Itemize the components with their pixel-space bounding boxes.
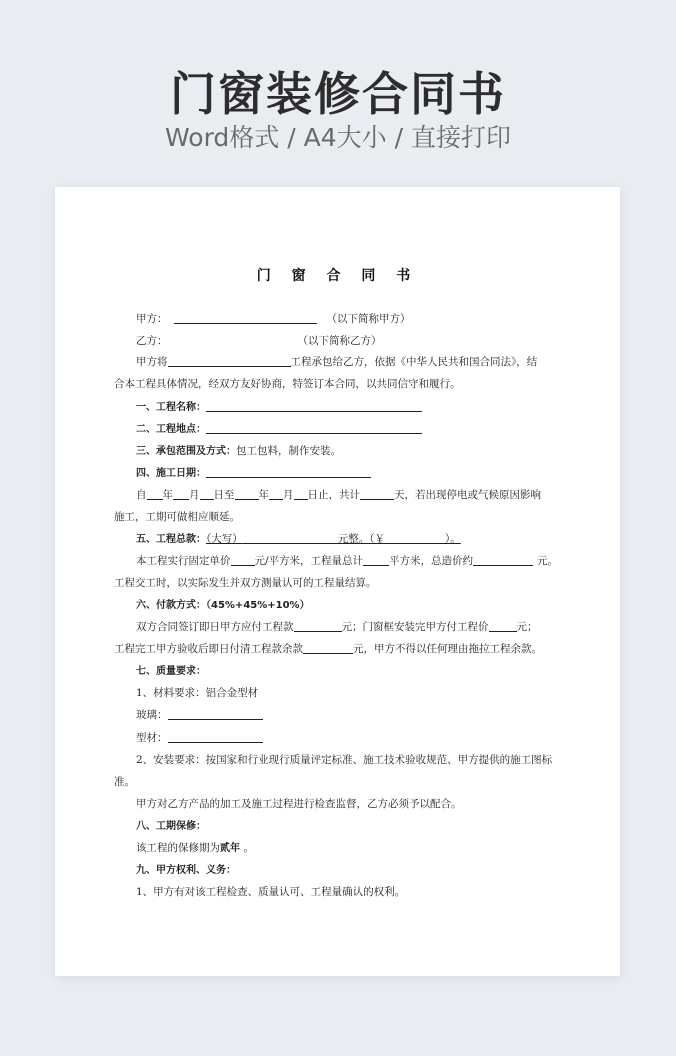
warranty-period: 贰年	[220, 843, 240, 854]
section-8	[55, 815, 620, 837]
profile-blank	[168, 728, 263, 743]
text: 自	[136, 489, 147, 501]
text: 工程完工甲方验收后即日付清工程款余款	[114, 643, 303, 655]
text: 。	[240, 842, 254, 854]
party-a-blank	[174, 309, 317, 324]
text: 天，若出现停电或气候原因影响	[394, 489, 541, 501]
blank	[294, 485, 308, 500]
intro-line-1	[55, 351, 620, 373]
text: 元/平方米，工程量总计	[254, 555, 364, 567]
warranty-line	[55, 837, 620, 859]
project-blank	[168, 352, 291, 367]
supervision-text: 甲方对乙方产品的加工及施工过程进行检查监督，乙方必须予以配合。	[136, 798, 462, 810]
hero-title: 门窗装修合同书	[170, 67, 506, 121]
upper-amount: （大写）	[206, 533, 243, 545]
section-5-title: 五、工程总款：	[136, 534, 206, 545]
text: 双方合同签订即日甲方应付工程款	[136, 621, 294, 633]
blank	[235, 485, 259, 500]
section-5-para-1	[55, 550, 620, 572]
section-1	[55, 396, 620, 418]
text: 月	[189, 489, 200, 501]
install-requirement-2: 准。	[114, 776, 135, 788]
party-a-rights: 1、甲方有对该工程检查、质量认可、工程量确认的权利。	[136, 886, 406, 898]
section-6-title: 六、付款方式：（45%+45%+10%）	[136, 600, 310, 611]
section-2-title: 二、工程地点：	[136, 424, 206, 435]
construction-date-blank	[206, 463, 371, 478]
amount-digits-blank	[385, 529, 445, 544]
party-a-label: 甲方：	[136, 313, 168, 325]
section-4-para-2: 施工，工期可做相应顺延。	[114, 511, 240, 523]
section-7	[55, 660, 620, 682]
text: 日止，共计	[307, 489, 360, 501]
party-a-note: （以下简称甲方）	[326, 313, 411, 325]
total-price-blank	[473, 551, 533, 566]
section-3-title: 三、承包范围及方式：	[136, 446, 236, 457]
install-requirement-1: 2、安装要求：按国家和行业现行质量评定标准、施工技术验收规范、甲方提供的施工图标	[136, 754, 553, 766]
project-location-blank	[206, 419, 422, 434]
text: 日至	[213, 489, 235, 501]
text: 元；门窗框安装完甲方付工程价	[341, 621, 489, 633]
section-5-para-2: 工程交工时，以实际发生并双方测量认可的工程量结算。	[114, 577, 377, 589]
quantity-blank	[363, 551, 389, 566]
party-a-line	[55, 308, 620, 330]
blank	[200, 485, 214, 500]
text: 年	[162, 489, 173, 501]
section-3-text: 包工包料，制作安装。	[236, 445, 341, 457]
hero-subtitle: Word格式 / A4大小 / 直接打印	[165, 123, 511, 152]
glass-label: 玻璃：	[136, 709, 168, 721]
text: 年	[258, 489, 269, 501]
intro-line-2: 合本工程具体情况，经双方友好协商，特签订本合同，以共同信守和履行。	[114, 378, 461, 390]
text: 月	[283, 489, 294, 501]
intro-text-b: 工程承包给乙方，依据《中华人民共和国合同法》，结	[290, 356, 538, 368]
first-payment-blank	[294, 617, 342, 632]
section-9-title: 九、甲方权利、义务：	[136, 865, 236, 876]
section-4-title: 四、施工日期：	[136, 468, 206, 479]
text: 该工程的保修期为	[136, 842, 220, 854]
text: 元，甲方不得以任何理由拖拉工程余款。	[353, 643, 542, 655]
section-6-para-2	[55, 638, 620, 660]
blank	[360, 485, 394, 500]
document-title: 门 窗 合 同 书	[256, 268, 419, 284]
document-page	[55, 187, 620, 976]
second-payment-blank	[489, 617, 517, 632]
section-9	[55, 859, 620, 881]
text: 本工程实行固定单价	[136, 555, 231, 567]
glass-blank	[168, 705, 263, 720]
blank	[147, 485, 163, 500]
section-8-title: 八、工期保修：	[136, 821, 206, 832]
section-3	[55, 440, 620, 462]
blank	[173, 485, 189, 500]
party-b-label: 乙方：	[136, 335, 168, 347]
section-7-title: 七、质量要求：	[136, 666, 206, 677]
profile-line	[55, 727, 620, 749]
section-4	[55, 462, 620, 484]
project-name-blank	[206, 397, 422, 412]
section-6-para-1	[55, 616, 620, 638]
upper-amount-blank	[243, 529, 338, 544]
amount-end: ）。	[445, 533, 461, 545]
section-6	[55, 594, 620, 616]
blank	[269, 485, 283, 500]
material-requirement: 1、材料要求：铝合金型材	[136, 687, 259, 699]
intro-text-a: 甲方将	[136, 356, 168, 368]
text: 元。	[537, 555, 559, 567]
glass-line	[55, 704, 620, 726]
section-1-title: 一、工程名称：	[136, 402, 206, 413]
section-4-para-1	[55, 484, 620, 506]
text: 平方米，总造价约	[389, 555, 474, 567]
party-b-note: （以下简称乙方）	[297, 335, 382, 347]
amount-yuan: 元整。（￥	[337, 533, 385, 545]
text: 元；	[516, 621, 538, 633]
party-b-line	[55, 330, 620, 352]
section-5	[55, 528, 620, 550]
section-2	[55, 418, 620, 440]
unit-price-blank	[231, 551, 255, 566]
balance-payment-blank	[303, 639, 353, 654]
profile-label: 型材：	[136, 732, 168, 744]
